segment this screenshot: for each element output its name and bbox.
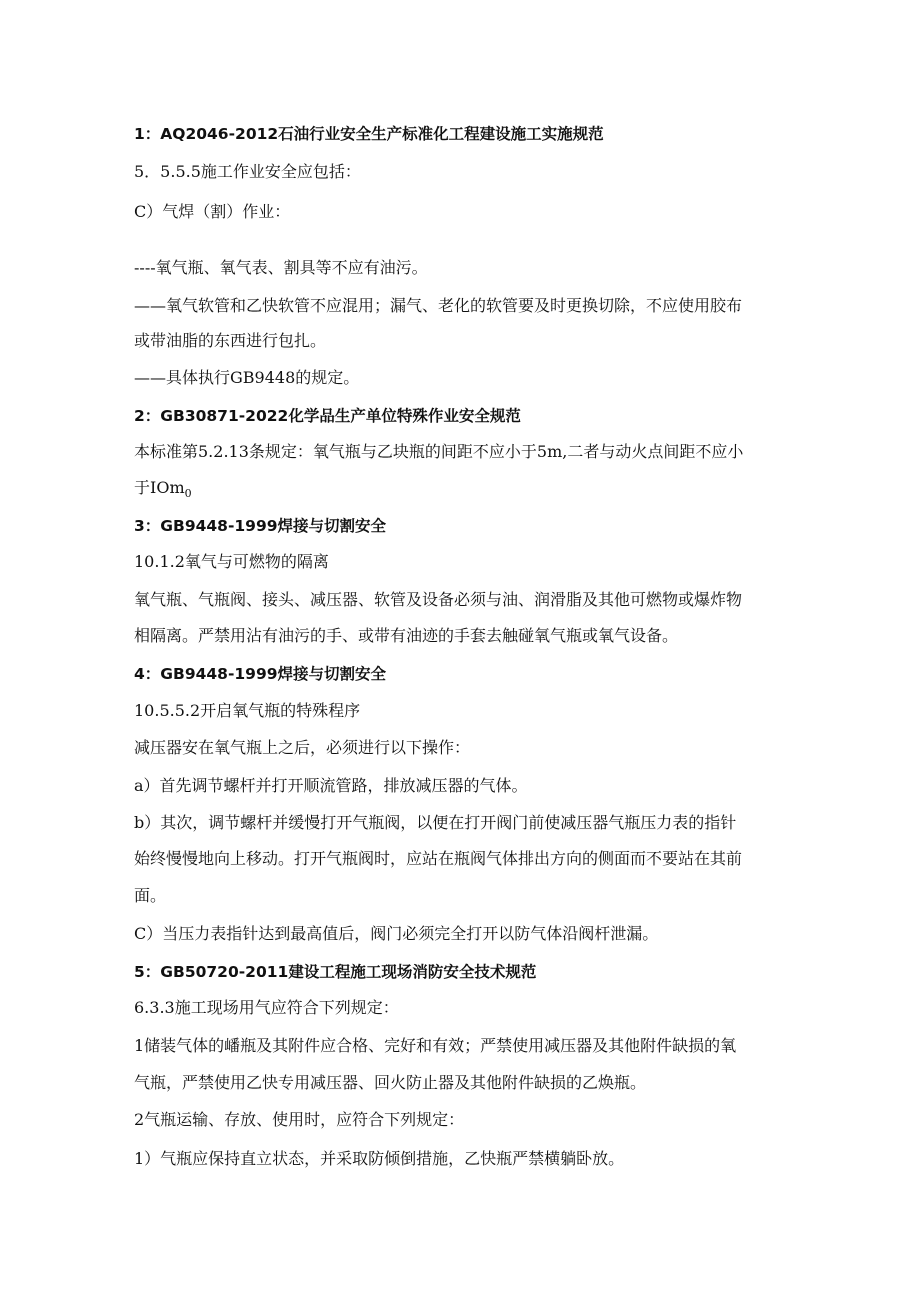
section-1-clause: 5．5.5.5施工作业安全应包括： <box>134 162 361 181</box>
section-1-heading: 1：AQ2046-2012石油行业安全生产标准化工程建设施工实施规范 <box>134 125 604 143</box>
section-5-heading: 5：GB50720-2011建设工程施工现场消防安全技术规范 <box>134 963 537 981</box>
section-5-line-2: 气瓶，严禁使用乙快专用减压器、回火防止器及其他附件缺损的乙焕瓶。 <box>134 1073 647 1092</box>
section-1-subclause: C）气焊（割）作业： <box>134 202 291 221</box>
section-4-line-5: C）当压力表指针达到最高值后，阀门必须完全打开以防气体沿阀杆泄漏。 <box>134 924 659 943</box>
section-1-item-1: ----氧气瓶、氧气表、割具等不应有油污。 <box>134 258 428 277</box>
section-3-clause: 10.1.2氧气与可燃物的隔离 <box>134 552 329 571</box>
section-2-heading: 2：GB30871-2022化学品生产单位特殊作业安全规范 <box>134 407 521 425</box>
section-4-heading: 4：GB9448-1999焊接与切割安全 <box>134 665 387 683</box>
section-4-intro: 减压器安在氧气瓶上之后，必须进行以下操作： <box>134 738 471 757</box>
section-5-line-4: 1）气瓶应保持直立状态，并采取防倾倒措施，乙快瓶严禁横躺卧放。 <box>134 1149 625 1168</box>
section-4-line-4: 面。 <box>134 886 167 905</box>
section-3-heading: 3：GB9448-1999焊接与切割安全 <box>134 517 387 535</box>
section-5-line-1: 1储装气体的嶓瓶及其附件应合格、完好和有效；严禁使用减压器及其他附件缺损的氧 <box>134 1036 737 1055</box>
section-2-text-line-1: 本标准第5.2.13条规定：氧气瓶与乙块瓶的间距不应小于5m,二者与动火点间距不应小 <box>134 442 744 461</box>
section-2-text-subscript: 0 <box>184 487 192 501</box>
section-5-clause: 6.3.3施工现场用气应符合下列规定： <box>134 998 399 1017</box>
section-4-line-2: b）其次，调节螺杆并缓慢打开气瓶阀，以便在打开阀门前使减压器气瓶压力表的指针 <box>134 813 737 832</box>
section-1-item-3: ——具体执行GB9448的规定。 <box>134 368 360 387</box>
section-1-item-2: ——氧气软管和乙快软管不应混用；漏气、老化的软管要及时更换切除，不应使用胶布 <box>134 296 743 315</box>
section-2-text-line-2-main: 于IOm <box>134 478 185 497</box>
section-4-line-3: 始终慢慢地向上移动。打开气瓶阀时，应站在瓶阀气体排出方向的侧面而不要站在其前 <box>134 849 743 868</box>
section-5-line-3: 2气瓶运输、存放、使用时，应符合下列规定： <box>134 1110 465 1129</box>
section-2-text-line-2 <box>134 478 794 504</box>
section-3-line-2: 相隔离。严禁用沾有油污的手、或带有油迹的手套去触碰氧气瓶或氧气设备。 <box>134 626 679 645</box>
section-3-line-1: 氧气瓶、气瓶阀、接头、减压器、软管及设备必须与油、润滑脂及其他可燃物或爆炸物 <box>134 590 743 609</box>
section-4-line-1: a）首先调节螺杆并打开顺流管路，排放减压器的气体。 <box>134 776 528 795</box>
section-1-item-2-cont: 或带油脂的东西进行包扎。 <box>134 331 327 350</box>
section-4-clause: 10.5.5.2开启氧气瓶的特殊程序 <box>134 701 361 720</box>
